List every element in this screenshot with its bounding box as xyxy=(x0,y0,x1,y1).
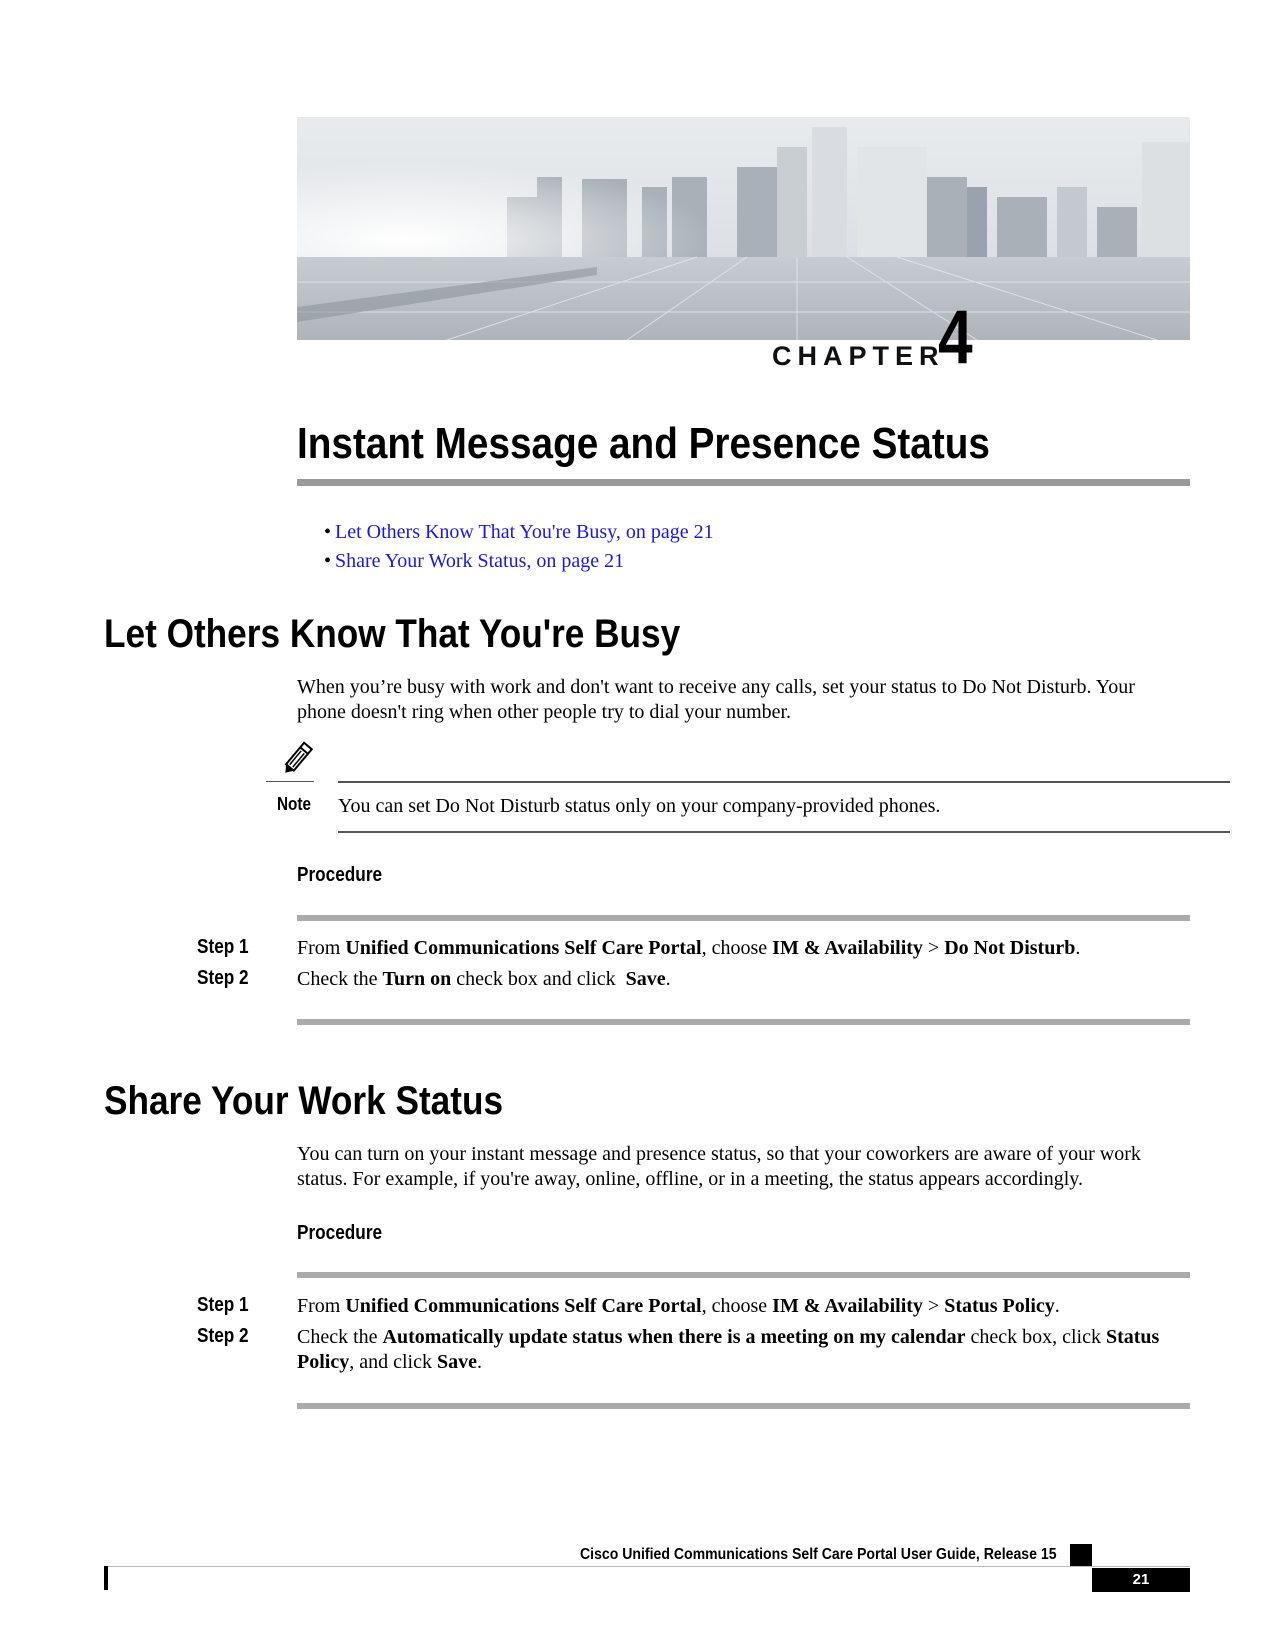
pencil-icon xyxy=(278,740,316,778)
note-icon-rule xyxy=(266,781,314,782)
toc-bullet: • xyxy=(324,521,332,543)
step-label: Step 1 xyxy=(197,936,249,958)
step-text: Check the Turn on check box and click Save. xyxy=(297,968,671,990)
note-top-rule xyxy=(338,781,1230,783)
step-label: Step 2 xyxy=(197,1325,249,1347)
section-intro-busy: When you’re busy with work and don't want to receive any calls, set your status to Do Not Disturb. Your phone doesn't ring when other people try to dial your number. xyxy=(297,676,1135,723)
chapter-number: 4 xyxy=(938,295,973,380)
page-number: 21 xyxy=(1092,1568,1190,1592)
chapter-banner-image xyxy=(297,117,1190,340)
procedure-bottom-rule xyxy=(297,1019,1190,1025)
toc-bullet: • xyxy=(324,550,332,572)
step-label: Step 1 xyxy=(197,1294,249,1316)
footer-guide-title: Cisco Unified Communications Self Care Portal User Guide, Release 15 xyxy=(580,1546,1057,1563)
procedure-label: Procedure xyxy=(297,864,383,886)
section-heading-share: Share Your Work Status xyxy=(104,1079,504,1123)
footer-left-bar xyxy=(104,1566,108,1590)
title-rule xyxy=(297,479,1190,486)
step-text: Check the Automatically update status when there is a meeting on my calendar check box, click Status Policy, and click Save. xyxy=(297,1326,1160,1373)
chapter-title: Instant Message and Presence Status xyxy=(297,419,990,468)
chapter-toc xyxy=(324,518,714,576)
note-label: Note xyxy=(277,794,311,814)
procedure-label: Procedure xyxy=(297,1222,383,1244)
note-bottom-rule xyxy=(338,831,1230,833)
section-intro-share: You can turn on your instant message and presence status, so that your coworkers are aware of your work status. For example, if you're away, online, offline, or in a meeting, the status appears accordingly. xyxy=(297,1143,1141,1190)
step-label: Step 2 xyxy=(197,967,249,989)
footer-marker xyxy=(1070,1544,1092,1566)
toc-link-share[interactable]: Share Your Work Status, on page 21 xyxy=(335,550,625,572)
toc-item xyxy=(324,547,714,576)
note-text: You can set Do Not Disturb status only on your company-provided phones. xyxy=(338,795,941,817)
chapter-label: CHAPTER xyxy=(772,341,945,371)
procedure-bottom-rule xyxy=(297,1403,1190,1409)
step-text: From Unified Communications Self Care Portal, choose IM & Availability > Do Not Disturb. xyxy=(297,937,1081,959)
step-text: From Unified Communications Self Care Portal, choose IM & Availability > Status Policy. xyxy=(297,1295,1060,1317)
toc-link-busy[interactable]: Let Others Know That You're Busy, on page 21 xyxy=(335,521,714,543)
toc-item xyxy=(324,518,714,547)
procedure-top-rule xyxy=(297,915,1190,921)
footer-rule xyxy=(104,1566,1190,1567)
section-heading-busy: Let Others Know That You're Busy xyxy=(104,612,681,656)
procedure-top-rule xyxy=(297,1272,1190,1278)
